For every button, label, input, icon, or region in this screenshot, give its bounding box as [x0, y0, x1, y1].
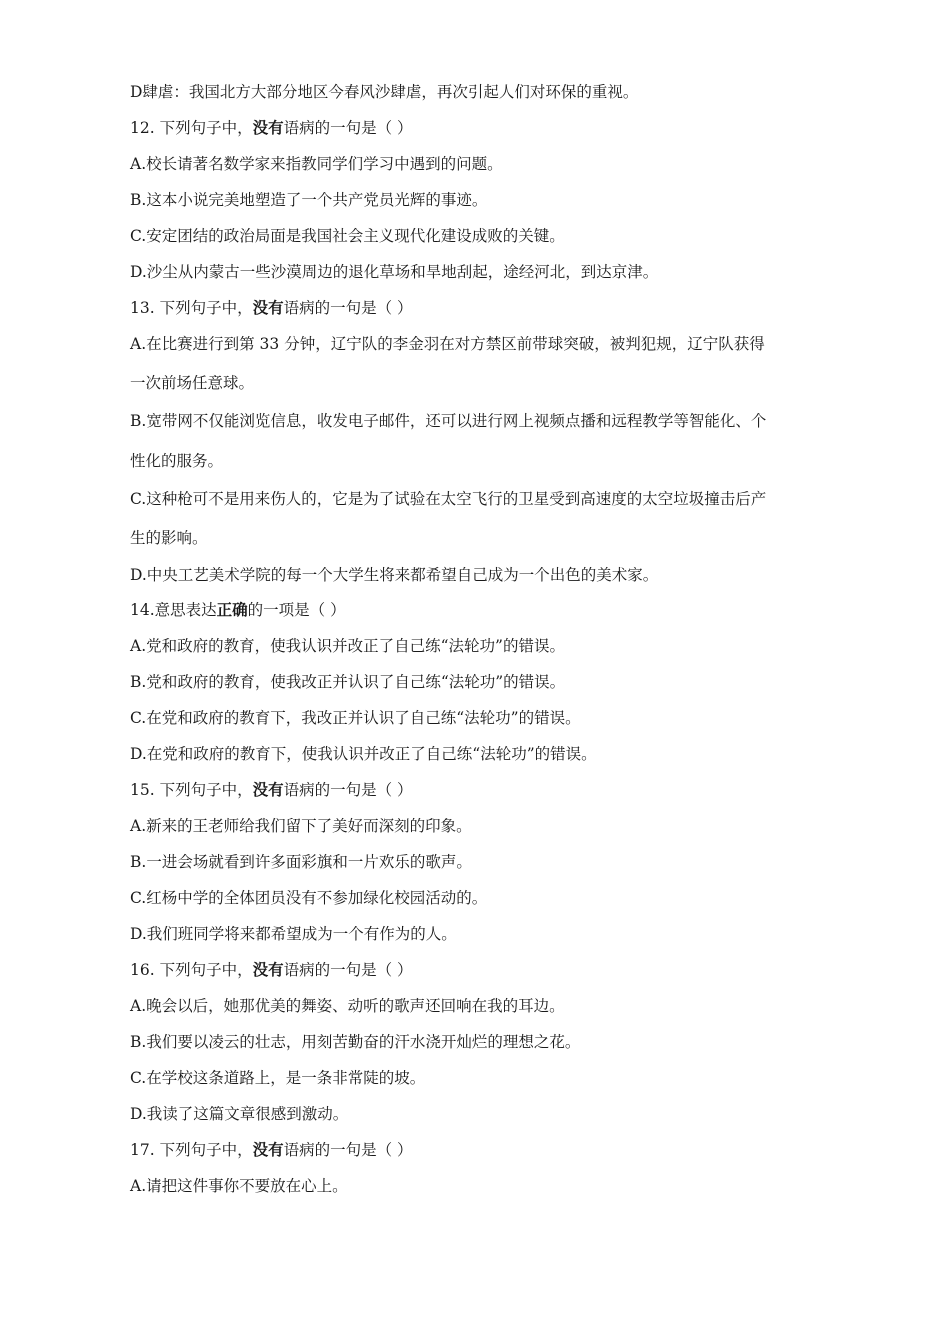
stem-text: 14.意思表达 — [130, 601, 217, 619]
option-15c: C.红杨中学的全体团员没有不参加绿化校园活动的。 — [130, 889, 488, 907]
option-14b: B.党和政府的教育，使我改正并认识了自己练“法轮功”的错误。 — [130, 673, 566, 691]
stem-emphasis: 没有 — [252, 299, 284, 317]
option-16c: C.在学校这条道路上，是一条非常陡的坡。 — [130, 1069, 426, 1087]
stem-text: 16. 下列句子中， — [130, 961, 253, 979]
stem-emphasis: 没有 — [252, 781, 284, 799]
stem-text: 语病的一句是（ ） — [283, 1141, 413, 1159]
option-16d: D.我读了这篇文章很感到激动。 — [130, 1105, 349, 1123]
stem-text: 语病的一句是（ ） — [283, 961, 413, 979]
option-12d: D.沙尘从内蒙古一些沙漠周边的退化草场和旱地刮起，途经河北，到达京津。 — [130, 263, 659, 281]
stem-text: 的一项是（ ） — [247, 601, 346, 619]
stem-emphasis: 没有 — [252, 1141, 284, 1159]
option-17a: A.请把这件事你不要放在心上。 — [130, 1177, 348, 1195]
option-13a-line1: A.在比赛进行到第 33 分钟，辽宁队的李金羽在对方禁区前带球突破，被判犯规，辽宁队获得 — [130, 335, 765, 353]
question-13-stem — [130, 298, 413, 318]
stem-emphasis: 正确 — [216, 601, 248, 619]
option-16b: B.我们要以凌云的壮志，用刻苦勤奋的汗水浇开灿烂的理想之花。 — [130, 1033, 581, 1051]
question-14-stem — [130, 600, 346, 620]
stem-emphasis: 没有 — [252, 961, 284, 979]
option-13b-line1: B.宽带网不仅能浏览信息，收发电子邮件，还可以进行网上视频点播和远程教学等智能化、个 — [130, 412, 767, 430]
option-13a-line2: 一次前场任意球。 — [130, 374, 255, 392]
option-14d: D.在党和政府的教育下，使我认识并改正了自己练“法轮功”的错误。 — [130, 745, 597, 763]
option-13c-line1: C.这种枪可不是用来伤人的，它是为了试验在太空飞行的卫星受到高速度的太空垃圾撞击后产 — [130, 490, 767, 508]
option-14c: C.在党和政府的教育下，我改正并认识了自己练“法轮功”的错误。 — [130, 709, 581, 727]
option-12c: C.安定团结的政治局面是我国社会主义现代化建设成败的关键。 — [130, 227, 565, 245]
option-13b-line2: 性化的服务。 — [130, 452, 224, 470]
stem-text: 语病的一句是（ ） — [283, 781, 413, 799]
question-16-stem — [130, 960, 413, 980]
option-15b: B.一进会场就看到许多面彩旗和一片欢乐的歌声。 — [130, 853, 472, 871]
question-17-stem — [130, 1140, 413, 1160]
stem-emphasis: 没有 — [252, 119, 284, 137]
stem-text: 12. 下列句子中， — [130, 119, 253, 137]
option-13c-line2: 生的影响。 — [130, 529, 208, 547]
stem-text: 15. 下列句子中， — [130, 781, 253, 799]
option-13d: D.中央工艺美术学院的每一个大学生将来都希望自己成为一个出色的美术家。 — [130, 566, 659, 584]
option-12b: B.这本小说完美地塑造了一个共产党员光辉的事迹。 — [130, 191, 488, 209]
stem-text: 语病的一句是（ ） — [283, 119, 413, 137]
option-12a: A.校长请著名数学家来指教同学们学习中遇到的问题。 — [130, 155, 503, 173]
stem-text: 语病的一句是（ ） — [283, 299, 413, 317]
stem-text: 13. 下列句子中， — [130, 299, 253, 317]
stem-text: 17. 下列句子中， — [130, 1141, 253, 1159]
question-12-stem — [130, 118, 413, 138]
option-14a: A.党和政府的教育，使我认识并改正了自己练“法轮功”的错误。 — [130, 637, 565, 655]
question-15-stem — [130, 780, 413, 800]
option-15d: D.我们班同学将来都希望成为一个有作为的人。 — [130, 925, 457, 943]
option-15a: A.新来的王老师给我们留下了美好而深刻的印象。 — [130, 817, 472, 835]
text-line: D肆虐：我国北方大部分地区今春风沙肆虐，再次引起人们对环保的重视。 — [130, 83, 639, 101]
option-16a: A.晚会以后，她那优美的舞姿、动听的歌声还回响在我的耳边。 — [130, 997, 565, 1015]
